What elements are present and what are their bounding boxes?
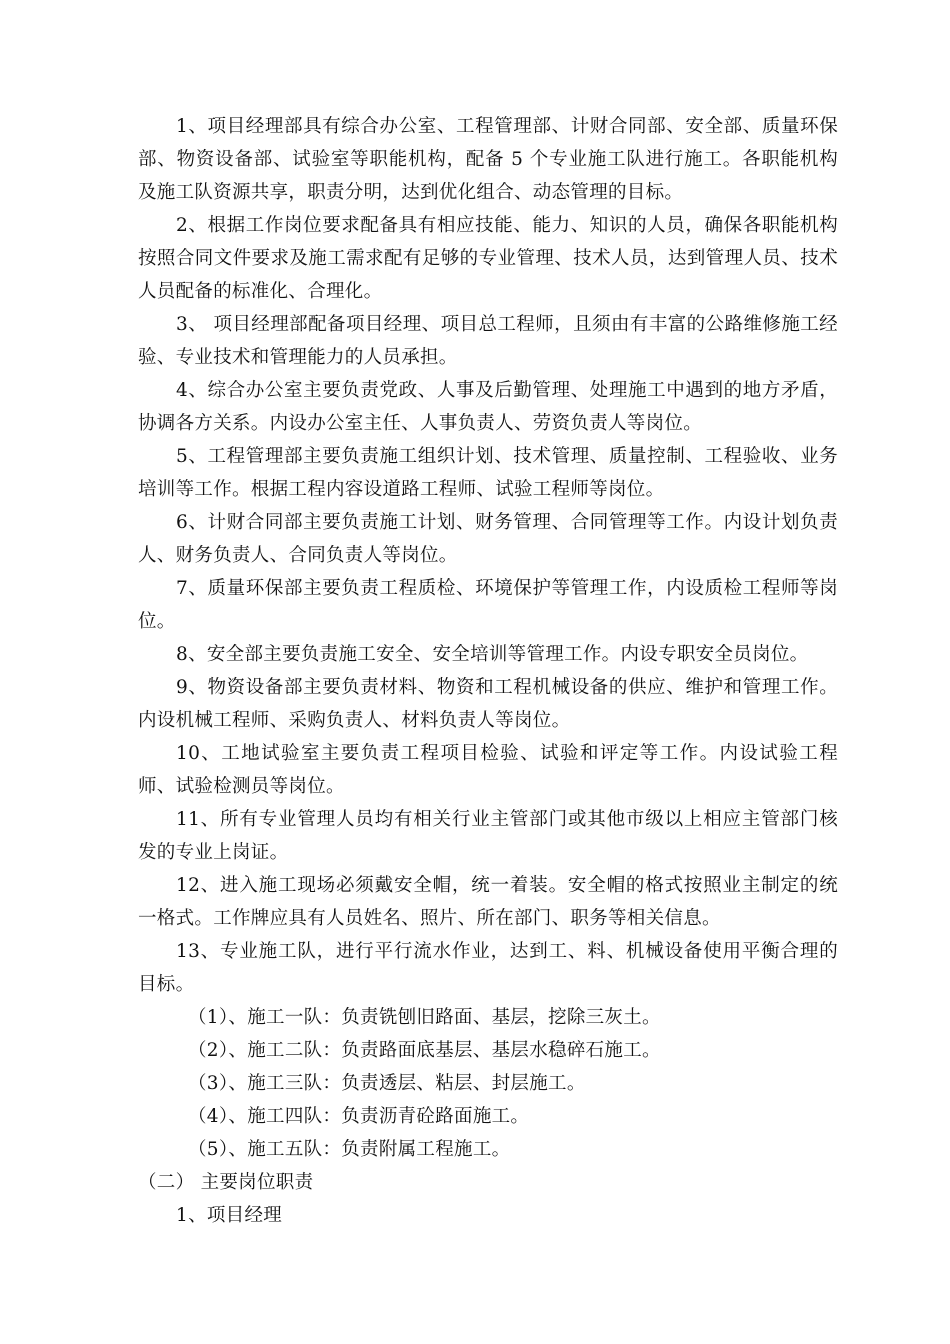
section-item-1: 1、项目经理 xyxy=(176,1205,283,1226)
team-item-1: （1）、施工一队：负责铣刨旧路面、基层，挖除三灰土。 xyxy=(188,1007,661,1028)
paragraph-10: 10、工地试验室主要负责工程项目检验、试验和评定等工作。内设试验工程师、试验检测员等岗位。 xyxy=(138,743,838,797)
team-item-5: （5）、施工五队：负责附属工程施工。 xyxy=(188,1139,511,1160)
team-item-3: （3）、施工三队：负责透层、粘层、封层施工。 xyxy=(188,1073,586,1094)
team-item-4: （4）、施工四队：负责沥青砼路面施工。 xyxy=(188,1106,530,1127)
paragraph-13: 13、专业施工队，进行平行流水作业，达到工、料、机械设备使用平衡合理的目标。 xyxy=(138,941,838,995)
paragraph-2: 2、根据工作岗位要求配备具有相应技能、能力、知识的人员，确保各职能机构按照合同文件要求及施工需求配有足够的专业管理、技术人员，达到管理人员、技术人员配备的标准化、合理化。 xyxy=(138,215,838,302)
document-body xyxy=(138,110,838,1232)
paragraph-1: 1、项目经理部具有综合办公室、工程管理部、计财合同部、安全部、质量环保部、物资设备部、试验室等职能机构，配备 5 个专业施工队进行施工。各职能机构及施工队资源共享，职责分明，达到优化组合、动态管理的目标。 xyxy=(138,116,838,203)
paragraph-8: 8、安全部主要负责施工安全、安全培训等管理工作。内设专职安全员岗位。 xyxy=(176,644,809,665)
paragraph-4: 4、综合办公室主要负责党政、人事及后勤管理、处理施工中遇到的地方矛盾，协调各方关系。内设办公室主任、人事负责人、劳资负责人等岗位。 xyxy=(138,380,838,434)
section-heading: （二） 主要岗位职责 xyxy=(138,1172,314,1193)
team-item-2: （2）、施工二队：负责路面底基层、基层水稳碎石施工。 xyxy=(188,1040,661,1061)
paragraph-7: 7、质量环保部主要负责工程质检、环境保护等管理工作，内设质检工程师等岗位。 xyxy=(138,578,838,632)
paragraph-5: 5、工程管理部主要负责施工组织计划、技术管理、质量控制、工程验收、业务培训等工作。根据工程内容设道路工程师、试验工程师等岗位。 xyxy=(138,446,838,500)
paragraph-12: 12、进入施工现场必须戴安全帽，统一着装。安全帽的格式按照业主制定的统一格式。工作牌应具有人员姓名、照片、所在部门、职务等相关信息。 xyxy=(138,875,838,929)
paragraph-3: 3、 项目经理部配备项目经理、项目总工程师，且须由有丰富的公路维修施工经验、专业技术和管理能力的人员承担。 xyxy=(138,314,838,368)
paragraph-6: 6、计财合同部主要负责施工计划、财务管理、合同管理等工作。内设计划负责人、财务负责人、合同负责人等岗位。 xyxy=(138,512,838,566)
paragraph-11: 11、所有专业管理人员均有相关行业主管部门或其他市级以上相应主管部门核发的专业上岗证。 xyxy=(138,809,838,863)
paragraph-9: 9、物资设备部主要负责材料、物资和工程机械设备的供应、维护和管理工作。内设机械工程师、采购负责人、材料负责人等岗位。 xyxy=(138,677,838,731)
